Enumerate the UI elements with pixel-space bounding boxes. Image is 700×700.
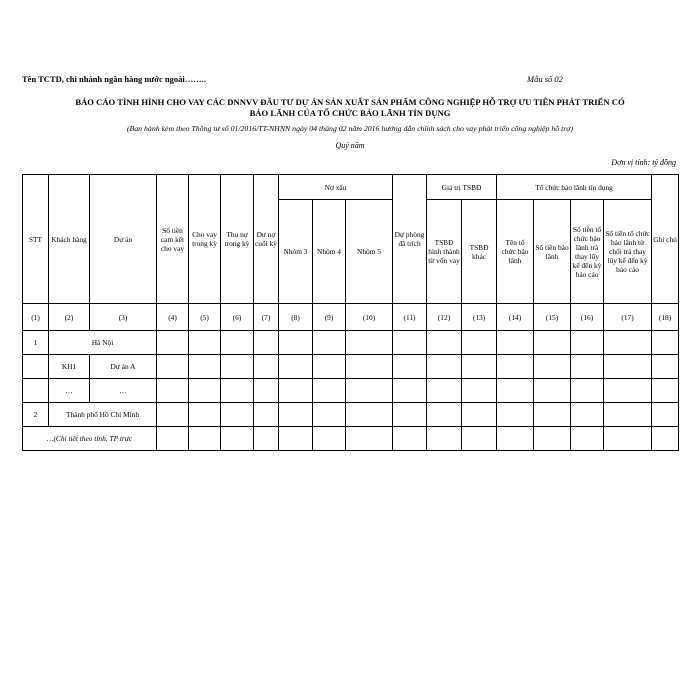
empty-cell bbox=[313, 427, 346, 451]
empty-cell bbox=[157, 355, 189, 379]
empty-cell bbox=[346, 379, 393, 403]
empty-cell bbox=[604, 427, 652, 451]
col-notes: Ghi chú bbox=[652, 175, 679, 304]
empty-cell bbox=[393, 403, 427, 427]
empty-cell bbox=[279, 331, 313, 355]
empty-cell bbox=[462, 403, 497, 427]
empty-cell bbox=[462, 331, 497, 355]
col-number: (2) bbox=[49, 304, 90, 331]
empty-cell bbox=[189, 403, 221, 427]
empty-cell bbox=[157, 331, 189, 355]
empty-cell bbox=[462, 355, 497, 379]
empty-cell bbox=[534, 403, 571, 427]
empty-cell bbox=[23, 355, 49, 379]
empty-cell bbox=[604, 355, 652, 379]
province-cell: Thành phố Hồ Chí Minh bbox=[49, 403, 157, 427]
empty-cell bbox=[534, 331, 571, 355]
empty-cell bbox=[393, 355, 427, 379]
col-group-4: Nhóm 4 bbox=[313, 200, 346, 304]
empty-cell bbox=[254, 427, 279, 451]
empty-cell bbox=[346, 403, 393, 427]
col-collateral: Giá trị TSBĐ bbox=[427, 175, 497, 200]
col-number: (4) bbox=[157, 304, 189, 331]
empty-cell bbox=[393, 427, 427, 451]
table-row-detail bbox=[23, 427, 679, 451]
col-collateral-own: TSBĐ hình thành từ vốn vay bbox=[427, 200, 462, 304]
col-guarantor-group: Tổ chức bảo lãnh tín dụng bbox=[497, 175, 652, 200]
empty-cell bbox=[313, 379, 346, 403]
empty-cell bbox=[652, 427, 679, 451]
col-bad-debt: Nợ xấu bbox=[279, 175, 393, 200]
col-number: (15) bbox=[534, 304, 571, 331]
empty-cell bbox=[427, 379, 462, 403]
empty-cell bbox=[534, 355, 571, 379]
stt-cell: 1 bbox=[23, 331, 49, 355]
empty-cell bbox=[279, 427, 313, 451]
ellipsis-cell: … bbox=[49, 379, 90, 403]
empty-cell bbox=[652, 331, 679, 355]
empty-cell bbox=[497, 403, 534, 427]
col-stt: STT bbox=[23, 175, 49, 304]
report-subtitle: (Ban hành kèm theo Thông tư số 01/2016/TT-NHNN ngày 04 tháng 02 năm 2016 hướng dẫn chính sách cho vay phát triển công nghiệp hỗ trợ) bbox=[126, 124, 574, 133]
empty-cell bbox=[571, 403, 604, 427]
col-number: (18) bbox=[652, 304, 679, 331]
report-title bbox=[22, 97, 678, 119]
empty-cell bbox=[571, 379, 604, 403]
empty-cell bbox=[313, 355, 346, 379]
col-number: (5) bbox=[189, 304, 221, 331]
col-project: Dự án bbox=[90, 175, 157, 304]
empty-cell bbox=[254, 355, 279, 379]
empty-cell bbox=[254, 331, 279, 355]
col-number: (9) bbox=[313, 304, 346, 331]
col-number: (3) bbox=[90, 304, 157, 331]
empty-cell bbox=[313, 331, 346, 355]
empty-cell bbox=[189, 427, 221, 451]
empty-cell bbox=[221, 427, 254, 451]
empty-cell bbox=[497, 355, 534, 379]
empty-cell bbox=[571, 355, 604, 379]
col-paid-cumulative: Số tiền tổ chức bảo lãnh trả thay lũy kế đến kỳ báo cáo bbox=[571, 200, 604, 304]
unit-label: Đơn vị tính: tỷ đồng bbox=[611, 158, 676, 167]
customer-cell: KH1 bbox=[49, 355, 90, 379]
empty-cell bbox=[346, 427, 393, 451]
col-number: (14) bbox=[497, 304, 534, 331]
empty-cell bbox=[157, 403, 189, 427]
report-title-line-1: BÁO CÁO TÌNH HÌNH CHO VAY CÁC DNNVV ĐẦU TƯ DỰ ÁN SẢN XUẤT SẢN PHẨM CÔNG NGHIỆP HỖ TRỢ ƯU TIÊN PHÁT TRIỂN CÓ bbox=[75, 97, 625, 107]
empty-cell bbox=[189, 331, 221, 355]
col-guarantor-name: Tên tổ chức bảo lãnh bbox=[497, 200, 534, 304]
empty-cell bbox=[393, 331, 427, 355]
empty-cell bbox=[534, 427, 571, 451]
col-number: (6) bbox=[221, 304, 254, 331]
empty-cell bbox=[254, 403, 279, 427]
col-number: (1) bbox=[23, 304, 49, 331]
empty-cell bbox=[427, 427, 462, 451]
table-row-hanoi bbox=[23, 331, 679, 355]
col-number: (17) bbox=[604, 304, 652, 331]
report-period: Quý năm bbox=[335, 141, 365, 150]
stt-cell: 2 bbox=[23, 403, 49, 427]
empty-cell bbox=[346, 331, 393, 355]
empty-cell bbox=[279, 379, 313, 403]
col-group-3: Nhóm 3 bbox=[279, 200, 313, 304]
empty-cell bbox=[604, 403, 652, 427]
empty-cell bbox=[313, 403, 346, 427]
empty-cell bbox=[23, 379, 49, 403]
empty-cell bbox=[279, 403, 313, 427]
col-refused-cumulative: Số tiền tổ chức bảo lãnh từ chối trả thay lũy kế đến kỳ báo cáo bbox=[604, 200, 652, 304]
empty-cell bbox=[497, 379, 534, 403]
empty-cell bbox=[157, 427, 189, 451]
col-collected: Thu nợ trong kỳ bbox=[221, 175, 254, 304]
col-customer: Khách hàng bbox=[49, 175, 90, 304]
project-cell: Dự án A bbox=[90, 355, 157, 379]
province-cell: Hà Nội bbox=[49, 331, 157, 355]
empty-cell bbox=[534, 379, 571, 403]
col-number: (11) bbox=[393, 304, 427, 331]
column-number-row bbox=[23, 304, 679, 331]
empty-cell bbox=[427, 355, 462, 379]
col-number: (16) bbox=[571, 304, 604, 331]
header-row-top bbox=[23, 175, 679, 200]
empty-cell bbox=[571, 331, 604, 355]
empty-cell bbox=[157, 379, 189, 403]
empty-cell bbox=[652, 403, 679, 427]
empty-cell bbox=[221, 379, 254, 403]
table-row-ellipsis bbox=[23, 379, 679, 403]
col-committed: Số tiền cam kết cho vay bbox=[157, 175, 189, 304]
col-group-5: Nhóm 5 bbox=[346, 200, 393, 304]
report-title-line-2: BẢO LÃNH CỦA TỔ CHỨC BẢO LÃNH TÍN DỤNG bbox=[249, 108, 451, 118]
ellipsis-cell: … bbox=[90, 379, 157, 403]
col-number: (8) bbox=[279, 304, 313, 331]
empty-cell bbox=[221, 403, 254, 427]
empty-cell bbox=[346, 355, 393, 379]
empty-cell bbox=[571, 427, 604, 451]
empty-cell bbox=[497, 427, 534, 451]
empty-cell bbox=[221, 331, 254, 355]
organization-name: Tên TCTD, chi nhánh ngân hàng nước ngoài…….. bbox=[22, 74, 206, 84]
empty-cell bbox=[604, 379, 652, 403]
report-table bbox=[22, 174, 679, 451]
table-row-hcm bbox=[23, 403, 679, 427]
empty-cell bbox=[279, 355, 313, 379]
empty-cell bbox=[462, 427, 497, 451]
col-number: (13) bbox=[462, 304, 497, 331]
empty-cell bbox=[189, 379, 221, 403]
col-lent: Cho vay trong kỳ bbox=[189, 175, 221, 304]
col-number: (7) bbox=[254, 304, 279, 331]
detail-note-cell: …(Chi tiết theo tỉnh, TP trực bbox=[23, 427, 157, 451]
empty-cell bbox=[497, 331, 534, 355]
col-number: (10) bbox=[346, 304, 393, 331]
form-number: Mẫu số 02 bbox=[527, 74, 563, 84]
empty-cell bbox=[254, 379, 279, 403]
empty-cell bbox=[221, 355, 254, 379]
empty-cell bbox=[393, 379, 427, 403]
empty-cell bbox=[427, 403, 462, 427]
empty-cell bbox=[427, 331, 462, 355]
empty-cell bbox=[652, 379, 679, 403]
empty-cell bbox=[462, 379, 497, 403]
table-row-kh1 bbox=[23, 355, 679, 379]
empty-cell bbox=[652, 355, 679, 379]
col-number: (12) bbox=[427, 304, 462, 331]
col-outstanding: Dư nợ cuối kỳ bbox=[254, 175, 279, 304]
col-collateral-other: TSBĐ khác bbox=[462, 200, 497, 304]
col-guaranteed-amount: Số tiền bảo lãnh bbox=[534, 200, 571, 304]
col-provision: Dự phòng đã trích bbox=[393, 175, 427, 304]
empty-cell bbox=[604, 331, 652, 355]
empty-cell bbox=[189, 355, 221, 379]
